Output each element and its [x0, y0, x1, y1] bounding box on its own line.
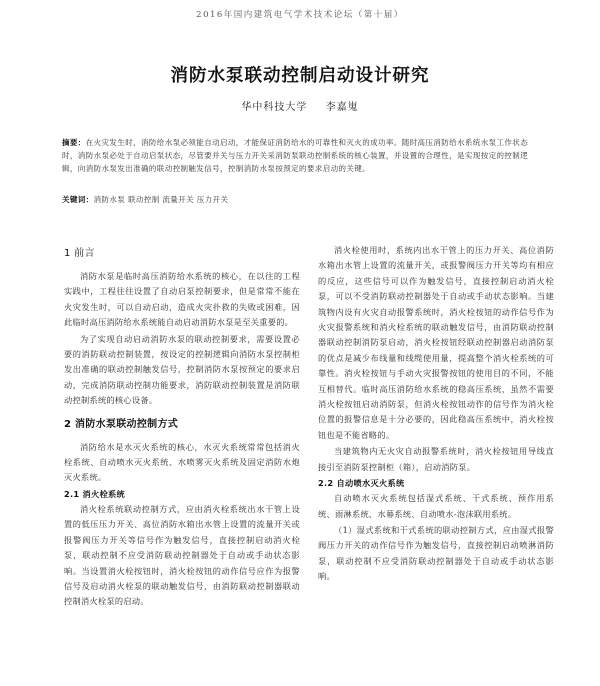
keywords-block [62, 193, 540, 206]
paragraph: （1）湿式系统和干式系统的联动控制方式，应由湿式报警阀压力开关的动作信号作为触发信号，直接控制启动喷淋消防泵，联动控制不应受消防联动控制器处于自动或手动状态影响。 [318, 524, 554, 582]
subsection-heading-2-1: 2.1 消火栓系统 [64, 488, 125, 499]
section-heading-1: 1 前言 [64, 248, 95, 259]
paragraph: 消防水泵是临时高压消防给水系统的核心，在以往的工程实践中，工程往往设置了自动启泵控制要求，但是常常不能在火灾发生时，可以自动启动，造成火灾扑救的失败或困难，因此临时高压消防给水系统能自动启动消防水泵是至关重要的。 [64, 271, 300, 328]
section-heading-2: 2 消防水泵联动控制方式 [64, 418, 179, 430]
paragraph: 消防给水是水灭火系统的核心，水灭火系统常常包括消火栓系统、自动喷水灭火系统、水喷雾灭火系统及固定消防水炮灭火系统。 [64, 441, 300, 483]
right-column [318, 243, 554, 586]
abstract-block [62, 136, 540, 176]
paragraph: 自动喷水灭火系统包括湿式系统、干式系统、预作用系统、雨淋系统、水幕系统、自动喷水-泡沫联用系统。 [318, 493, 554, 519]
paragraph: 消火栓系统联动控制方式，应由消火栓系统出水干管上设置的低压压力开关、高位消防水箱出水管上设置的流量开关或报警阀压力开关等信号作为触发信号，直接控制启动消火栓泵，联动控制不应受消防联动控制器处于自动或手动状态影响。当设置消火栓按钮时，消火栓按钮的动作信号应作为报警信号及启动消火栓泵的联动触发信号，由消防联动控制器联动控制消火栓泵的启动。 [64, 503, 300, 607]
paragraph: 消火栓使用时，系统内出水干管上的压力开关、高位消防水箱出水管上设置的流量开关，或报警阀压力开关等均有相应的反应，这些信号可以作为触发信号，直接控制启动消火栓泵，可以不受消防联动控制器处于自动或手动状态影响。当建筑物内设有火灾自动报警系统时，消火栓按钮的动作信号作为火灾报警系统和消火栓系统的联动触发信号，由消防联动控制器联动控制消防泵启动，消火栓按钮经联动控制器启动消防泵的优点是减少布线量和线缆使用量，提高整个消火栓系统的可靠性。消火栓按钮与手动火灾报警按钮的使用目的不同，不能互相替代。临时高压消防给水系统的稳高压系统，虽然不需要消火栓按钮启动消防泵，但消火栓按钮动作的信号作为消火栓位置的报警信息是十分必要的，因此稳高压系统中，消火栓按钮也是不能省略的。 [318, 245, 554, 440]
subsection-heading-2-2: 2.2 自动喷水灭火系统 [318, 478, 405, 489]
abstract-label: 摘要： [62, 138, 86, 147]
paper-authors: 华中科技大学 李嘉嵬 [241, 102, 359, 113]
paragraph: 当建筑物内无火灾自动报警系统时，消火栓按钮用导线直接引至消防泵控制柜（箱），启动消防泵。 [318, 446, 554, 472]
paper-title: 消防水泵联动控制启动设计研究 [170, 66, 430, 86]
keywords-label: 关键词： [62, 195, 94, 204]
running-header: 2016年国内建筑电气学术技术论坛（第十届） [196, 10, 404, 20]
paragraph: 为了实现自动启动消防水泵的联动控制要求，需要设置必要的消防联动控制装置，按设定的控制逻辑向消防水泵控制柜发出准确的联动控制触发信号，控制消防水泵按预定的要求启动，完成消防联动控制功能要求，消防联动控制装置是消防联动控制系统的核心设备。 [64, 333, 300, 406]
abstract-text: 在火灾发生时，消防给水泵必须能自动启动，才能保证消防给水的可靠性和灭火的成功率。随时高压消防给水系统水泵工作状态时，消防水泵必处于自动启泵状态，尽管要并关与压力开关采消防泵联动控制系统的核心装置，并设置的合理性，是实现按定的控制逻辑，向消防水泵发出准确的联动控制触发信号，控制消防水泵按预定的要求启动的关键。 [62, 138, 529, 174]
keywords-text: 消防水泵 联动控制 流量开关 压力开关 [93, 195, 229, 204]
left-column [64, 245, 300, 611]
